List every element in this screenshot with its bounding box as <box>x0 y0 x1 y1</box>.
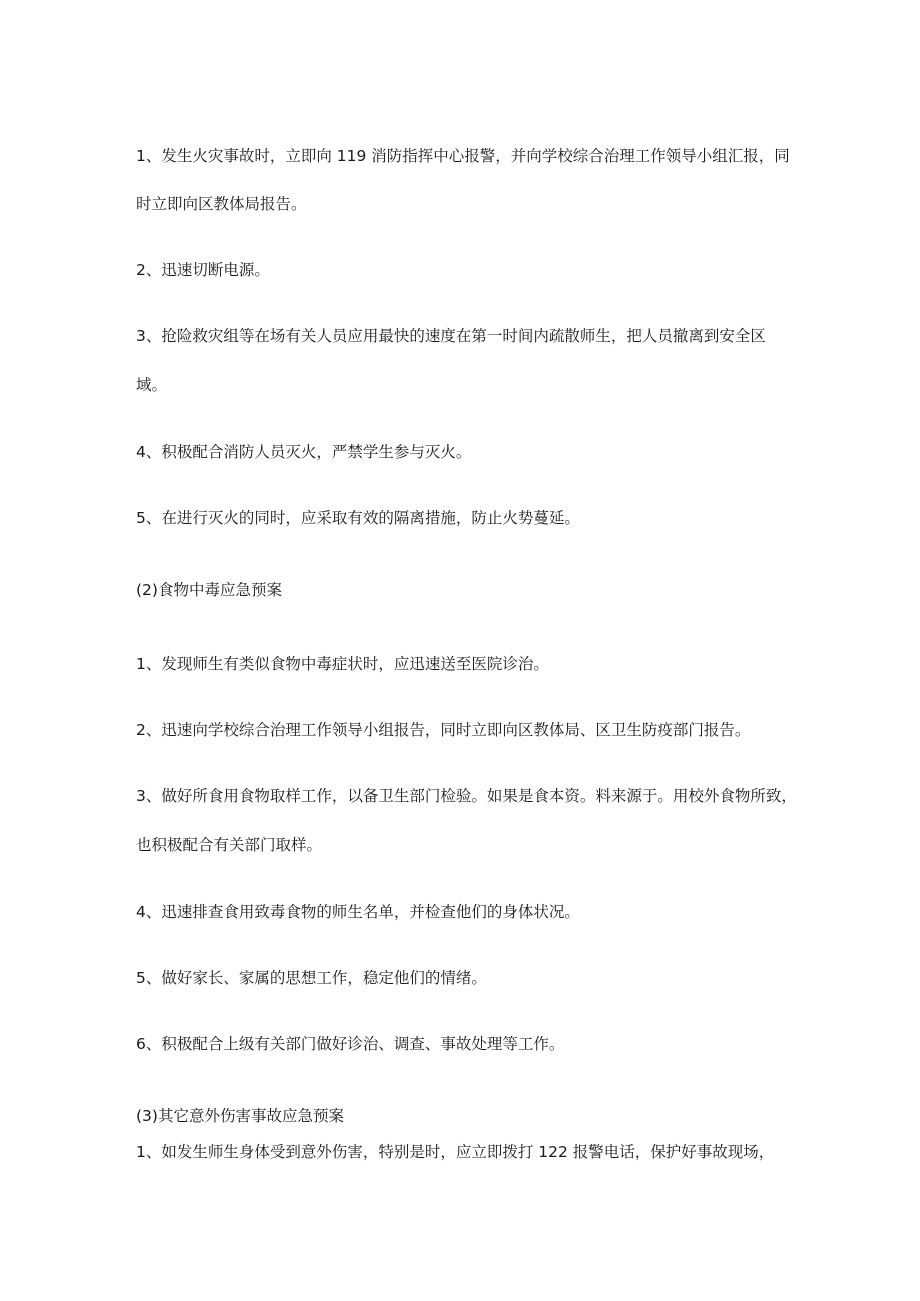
paragraph-line: 1、如发生师生身体受到意外伤害，特别是时，应立即拨打 122 报警电话，保护好事故现场， <box>136 1143 775 1161</box>
paragraph-line: 5、在进行灭火的同时，应采取有效的隔离措施，防止火势蔓延。 <box>136 509 580 527</box>
section-heading: (3)其它意外伤害事故应急预案 <box>136 1107 344 1125</box>
paragraph-line: 4、迅速排查食用致毒食物的师生名单，并检查他们的身体状况。 <box>136 903 580 921</box>
paragraph-line: 1、发现师生有类似食物中毒症状时，应迅速送至医院诊治。 <box>136 655 549 673</box>
paragraph-line: 1、发生火灾事故时，立即向 119 消防指挥中心报警，并向学校综合治理工作领导小组汇报，同 <box>136 147 790 165</box>
paragraph-line: 2、迅速切断电源。 <box>136 261 270 279</box>
section-heading: (2)食物中毒应急预案 <box>136 581 282 599</box>
paragraph-line: 3、抢险救灾组等在场有关人员应用最快的速度在第一时间内疏散师生，把人员撤离到安全区 <box>136 327 766 345</box>
paragraph-line: 6、积极配合上级有关部门做好诊治、调查、事故处理等工作。 <box>136 1035 565 1053</box>
paragraph-line: 3、做好所食用食物取样工作，以备卫生部门检验。如果是食本资。料来源于。用校外食物所致， <box>136 787 797 805</box>
paragraph-line: 5、做好家长、家属的思想工作，稳定他们的情绪。 <box>136 969 487 987</box>
paragraph-line: 域。 <box>136 376 168 394</box>
paragraph-line: 也积极配合有关部门取样。 <box>136 836 323 854</box>
paragraph-line: 4、积极配合消防人员灭火，严禁学生参与灭火。 <box>136 443 472 461</box>
paragraph-line: 2、迅速向学校综合治理工作领导小组报告，同时立即向区教体局、区卫生防疫部门报告。 <box>136 721 751 739</box>
paragraph-line: 时立即向区教体局报告。 <box>136 195 307 213</box>
